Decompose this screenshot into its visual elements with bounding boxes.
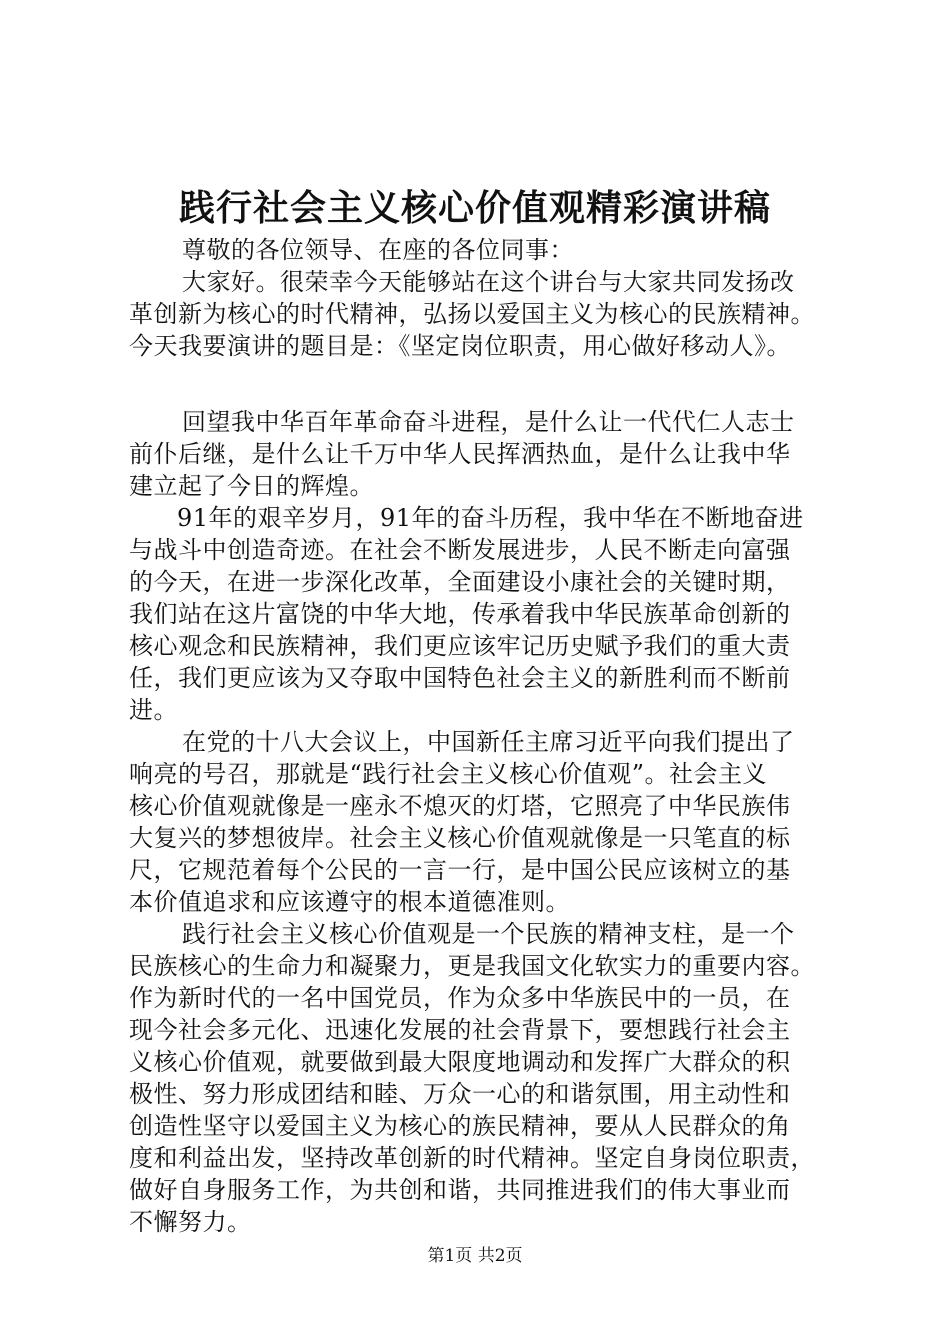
paragraph-line: 与战斗中创造奇迹。在社会不断发展进步，人民不断走向富强	[129, 536, 791, 564]
paragraph-line: 建立起了今日的辉煌。	[129, 472, 374, 500]
paragraph-line: 度和利益出发，坚持改革创新的时代精神。坚定自身岗位职责，	[129, 1144, 815, 1172]
paragraph-line: 本价值追求和应该遵守的根本道德准则。	[129, 888, 570, 916]
paragraph-line: 在党的十八大会议上，中国新任主席习近平向我们提出了	[182, 728, 795, 756]
paragraph-line: 尺，它规范着每个公民的一言一行，是中国公民应该树立的基	[129, 856, 791, 884]
paragraph-line: 践行社会主义核心价值观是一个民族的精神支柱，是一个	[182, 920, 795, 948]
paragraph-line: 我们站在这片富饶的中华大地，传承着我中华民族革命创新的	[129, 600, 791, 628]
paragraph-line: 核心观念和民族精神，我们更应该牢记历史赋予我们的重大责	[129, 632, 791, 660]
paragraph-line: 不懈努力。	[129, 1208, 252, 1236]
page-number-footer: 第1页 共2页	[427, 1246, 523, 1266]
paragraph-line: 今天我要演讲的题目是：《坚定岗位职责，用心做好移动人》。	[129, 332, 791, 360]
paragraph-line: 进。	[129, 696, 178, 724]
paragraph-line: 大复兴的梦想彼岸。社会主义核心价值观就像是一只笔直的标	[129, 824, 791, 852]
paragraph-line: 响亮的号召，那就是“践行社会主义核心价值观”。社会主义	[129, 760, 768, 788]
paragraph-line: 任，我们更应该为又夺取中国特色社会主义的新胜利而不断前	[129, 664, 791, 692]
paragraph-line: 91年的艰辛岁月，91年的奋斗历程，我中华在不断地奋进	[177, 504, 804, 532]
paragraph-line: 做好自身服务工作，为共创和谐，共同推进我们的伟大事业而	[129, 1176, 791, 1204]
paragraph-line: 作为新时代的一名中国党员，作为众多中华族民中的一员，在	[129, 984, 791, 1012]
paragraph-line: 极性、努力形成团结和睦、万众一心的和谐氛围，用主动性和	[129, 1080, 791, 1108]
document-body	[129, 234, 849, 1238]
paragraph-line: 回望我中华百年革命奋斗进程，是什么让一代代仁人志士	[182, 408, 795, 436]
paragraph-line: 创造性坚守以爱国主义为核心的族民精神，要从人民群众的角	[129, 1112, 791, 1140]
paragraph-line: 大家好。很荣幸今天能够站在这个讲台与大家共同发扬改	[182, 268, 795, 296]
paragraph-line: 革创新为核心的时代精神，弘扬以爱国主义为核心的民族精神。	[129, 300, 815, 328]
salutation-line: 尊敬的各位领导、在座的各位同事：	[182, 236, 574, 264]
paragraph-line: 核心价值观就像是一座永不熄灭的灯塔，它照亮了中华民族伟	[129, 792, 791, 820]
paragraph-line: 的今天，在进一步深化改革，全面建设小康社会的关键时期，	[129, 568, 791, 596]
blank-line	[129, 362, 849, 406]
paragraph-line: 民族核心的生命力和凝聚力，更是我国文化软实力的重要内容。	[129, 952, 815, 980]
paragraph-line: 前仆后继，是什么让千万中华人民挥洒热血，是什么让我中华	[129, 440, 791, 468]
paragraph-line: 义核心价值观，就要做到最大限度地调动和发挥广大群众的积	[129, 1048, 791, 1076]
document-title: 践行社会主义核心价值观精彩演讲稿	[178, 187, 771, 229]
paragraph-line: 现今社会多元化、迅速化发展的社会背景下，要想践行社会主	[129, 1016, 791, 1044]
